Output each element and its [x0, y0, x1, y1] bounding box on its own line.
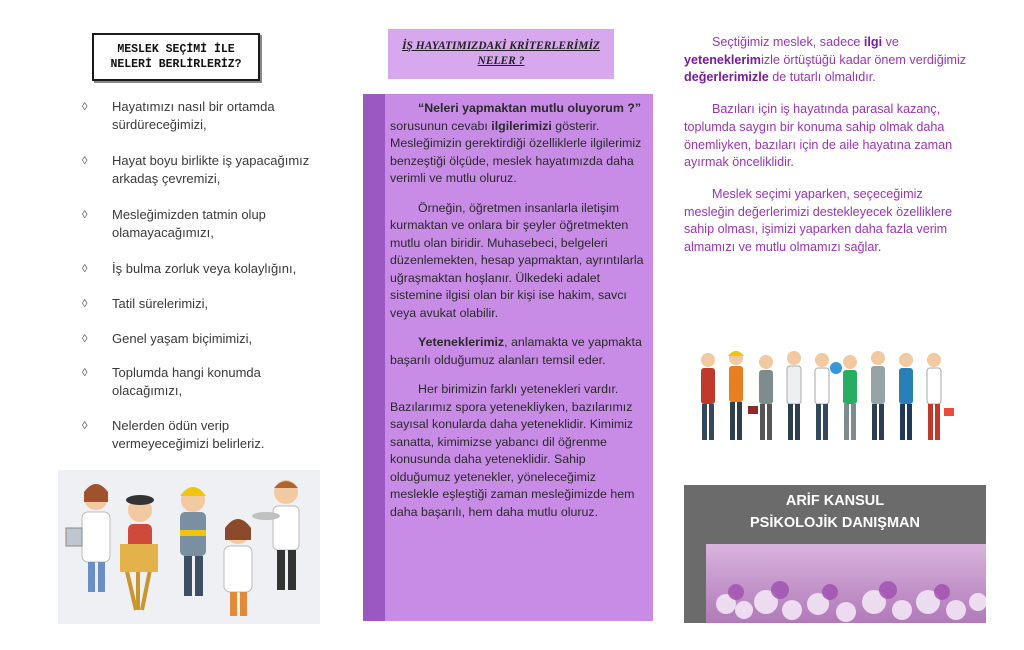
author-role: PSİKOLOJİK DANIŞMAN: [750, 515, 920, 531]
paragraph-interests: [390, 100, 644, 188]
text-span: sorusunun cevabı: [390, 118, 492, 133]
list-item-text: Hayat boyu birlikte iş yapacağımız arkadaş çevremizi,: [112, 153, 310, 186]
bold-term: değerlerimizle: [684, 70, 769, 85]
list-item: [78, 98, 328, 152]
bold-term: yeteneklerim: [684, 52, 762, 67]
list-item: [78, 364, 328, 417]
worker-figures: [701, 351, 954, 440]
text-span: izle örtüştüğü kadar önem verdiğimiz: [761, 52, 967, 67]
text-span: ve: [882, 35, 899, 49]
bold-question: “Neleri yapmaktan mutlu oluyorum ?”: [418, 101, 642, 115]
diamond-bullet-icon: ◊: [82, 298, 88, 310]
list-item-text: İş bulma zorluk veya kolaylığını,: [112, 261, 297, 276]
diamond-bullet-icon: ◊: [82, 420, 88, 432]
middle-heading: İŞ HAYATIMIZDAKİ KRİTERLERİMİZ NELER ?: [402, 40, 600, 67]
bold-term: ilgilerimizi: [491, 118, 552, 133]
middle-heading-box: [388, 29, 614, 79]
diamond-bullet-icon: ◊: [82, 155, 88, 167]
paragraph-values: [684, 34, 974, 87]
list-item: [78, 330, 328, 364]
criteria-list: [78, 98, 328, 453]
list-item: [78, 206, 328, 260]
list-item: [78, 295, 328, 330]
text-span: Bazıları için iş hayatında parasal kazanç, toplumda saygın bir konuma sahip olmak daha önemliyken, bazıları için de aile hayatına zaman ayırmak önceliklidir.: [684, 102, 953, 170]
middle-text: [390, 100, 644, 533]
left-heading: MESLEK SEÇİMİ İLE NELERİ BERLİRLERİZ?: [110, 43, 242, 71]
list-item: [78, 417, 328, 453]
middle-panel-accent-bar: [363, 94, 385, 621]
paragraph-abilities: [390, 334, 644, 369]
text-span: Meslek seçimi yaparken, seçeceğimiz mesleğin değerlerimizi destekleyecek özelliklere sahip olması, işimizi yaparken daha fazla verim almamızı ve mutlu olmamızı sağlar.: [684, 186, 953, 255]
text-span: Her birimizin farklı yetenekleri vardır. Bazılarımız spora yetenekliyken, bazılarımız sayısal konularda daha yeteneklidir. Kimimiz sanatta, kimimizse yabancı dil öğrenme konusunda daha yeteneklidir. Sahip olduğumuz yetenekler, yöneleceğimiz meslekle eşleştiği zaman mesleğimizde hem daha başarılı, hem daha mutlu oluruz.: [390, 382, 635, 519]
paragraph-choice: [684, 186, 974, 257]
diamond-bullet-icon: ◊: [82, 101, 88, 113]
professions-illustration-right: [688, 346, 958, 448]
bold-term: ilgi: [863, 35, 883, 49]
list-item-text: Nelerden ödün verip vermeyeceğimizi belirleriz.: [112, 418, 265, 451]
list-item-text: Genel yaşam biçimimizi,: [112, 331, 253, 346]
diamond-bullet-icon: ◊: [82, 367, 88, 379]
professions-illustration-left: [58, 470, 320, 624]
diamond-bullet-icon: ◊: [82, 333, 88, 345]
list-item-text: Tatil sürelerimizi,: [112, 296, 209, 311]
text-span: Seçtiğimiz meslek, sadece: [712, 35, 864, 49]
text-span: Örneğin, öğretmen insanlarla iletişim kurmaktan ve onlara bir şeyler öğretmekten mutlu olan biridir. Muhasebeci, belgeleri düzenlemekten, hesap yapmaktan, ayrıntılarla uğraşmaktan hoşlanır. Ülkedeki adalet sistemine ilgisi olan bir kişi ise hakim, savcı veya avukat olabilir.: [390, 200, 644, 320]
list-item: [78, 260, 328, 295]
paragraph-differences: [390, 381, 644, 521]
text-span: , anlamakta ve yapmakta başarılı olduğumuz alanları temsil eder.: [390, 335, 642, 367]
diamond-bullet-icon: ◊: [82, 263, 88, 275]
author-title: [684, 490, 986, 534]
right-text: [684, 34, 974, 271]
flowers-image: [706, 544, 986, 623]
paragraph-priorities: [684, 101, 974, 172]
diamond-bullet-icon: ◊: [82, 209, 88, 221]
list-item: [78, 152, 328, 206]
text-span: de tutarlı olmalıdır.: [768, 70, 876, 85]
list-item-text: Mesleğimizden tatmin olup olamayacağımızı,: [112, 207, 266, 240]
author-name: ARİF KANSUL: [785, 493, 885, 509]
bold-term: Yeteneklerimiz: [418, 335, 505, 349]
list-item-text: Toplumda hangi konumda olacağımızı,: [112, 365, 261, 398]
list-item-text: Hayatımızı nasıl bir ortamda sürdüreceğimizi,: [112, 99, 275, 132]
text-span: gösterir. Mesleğimizin gerektirdiği özelliklerle ilgilerimiz benzeştiği ölçüde, meslek hayatımızda daha verimli ve mutlu oluruz.: [390, 118, 642, 185]
paragraph-example: [390, 200, 644, 323]
left-heading-box: [92, 33, 260, 81]
